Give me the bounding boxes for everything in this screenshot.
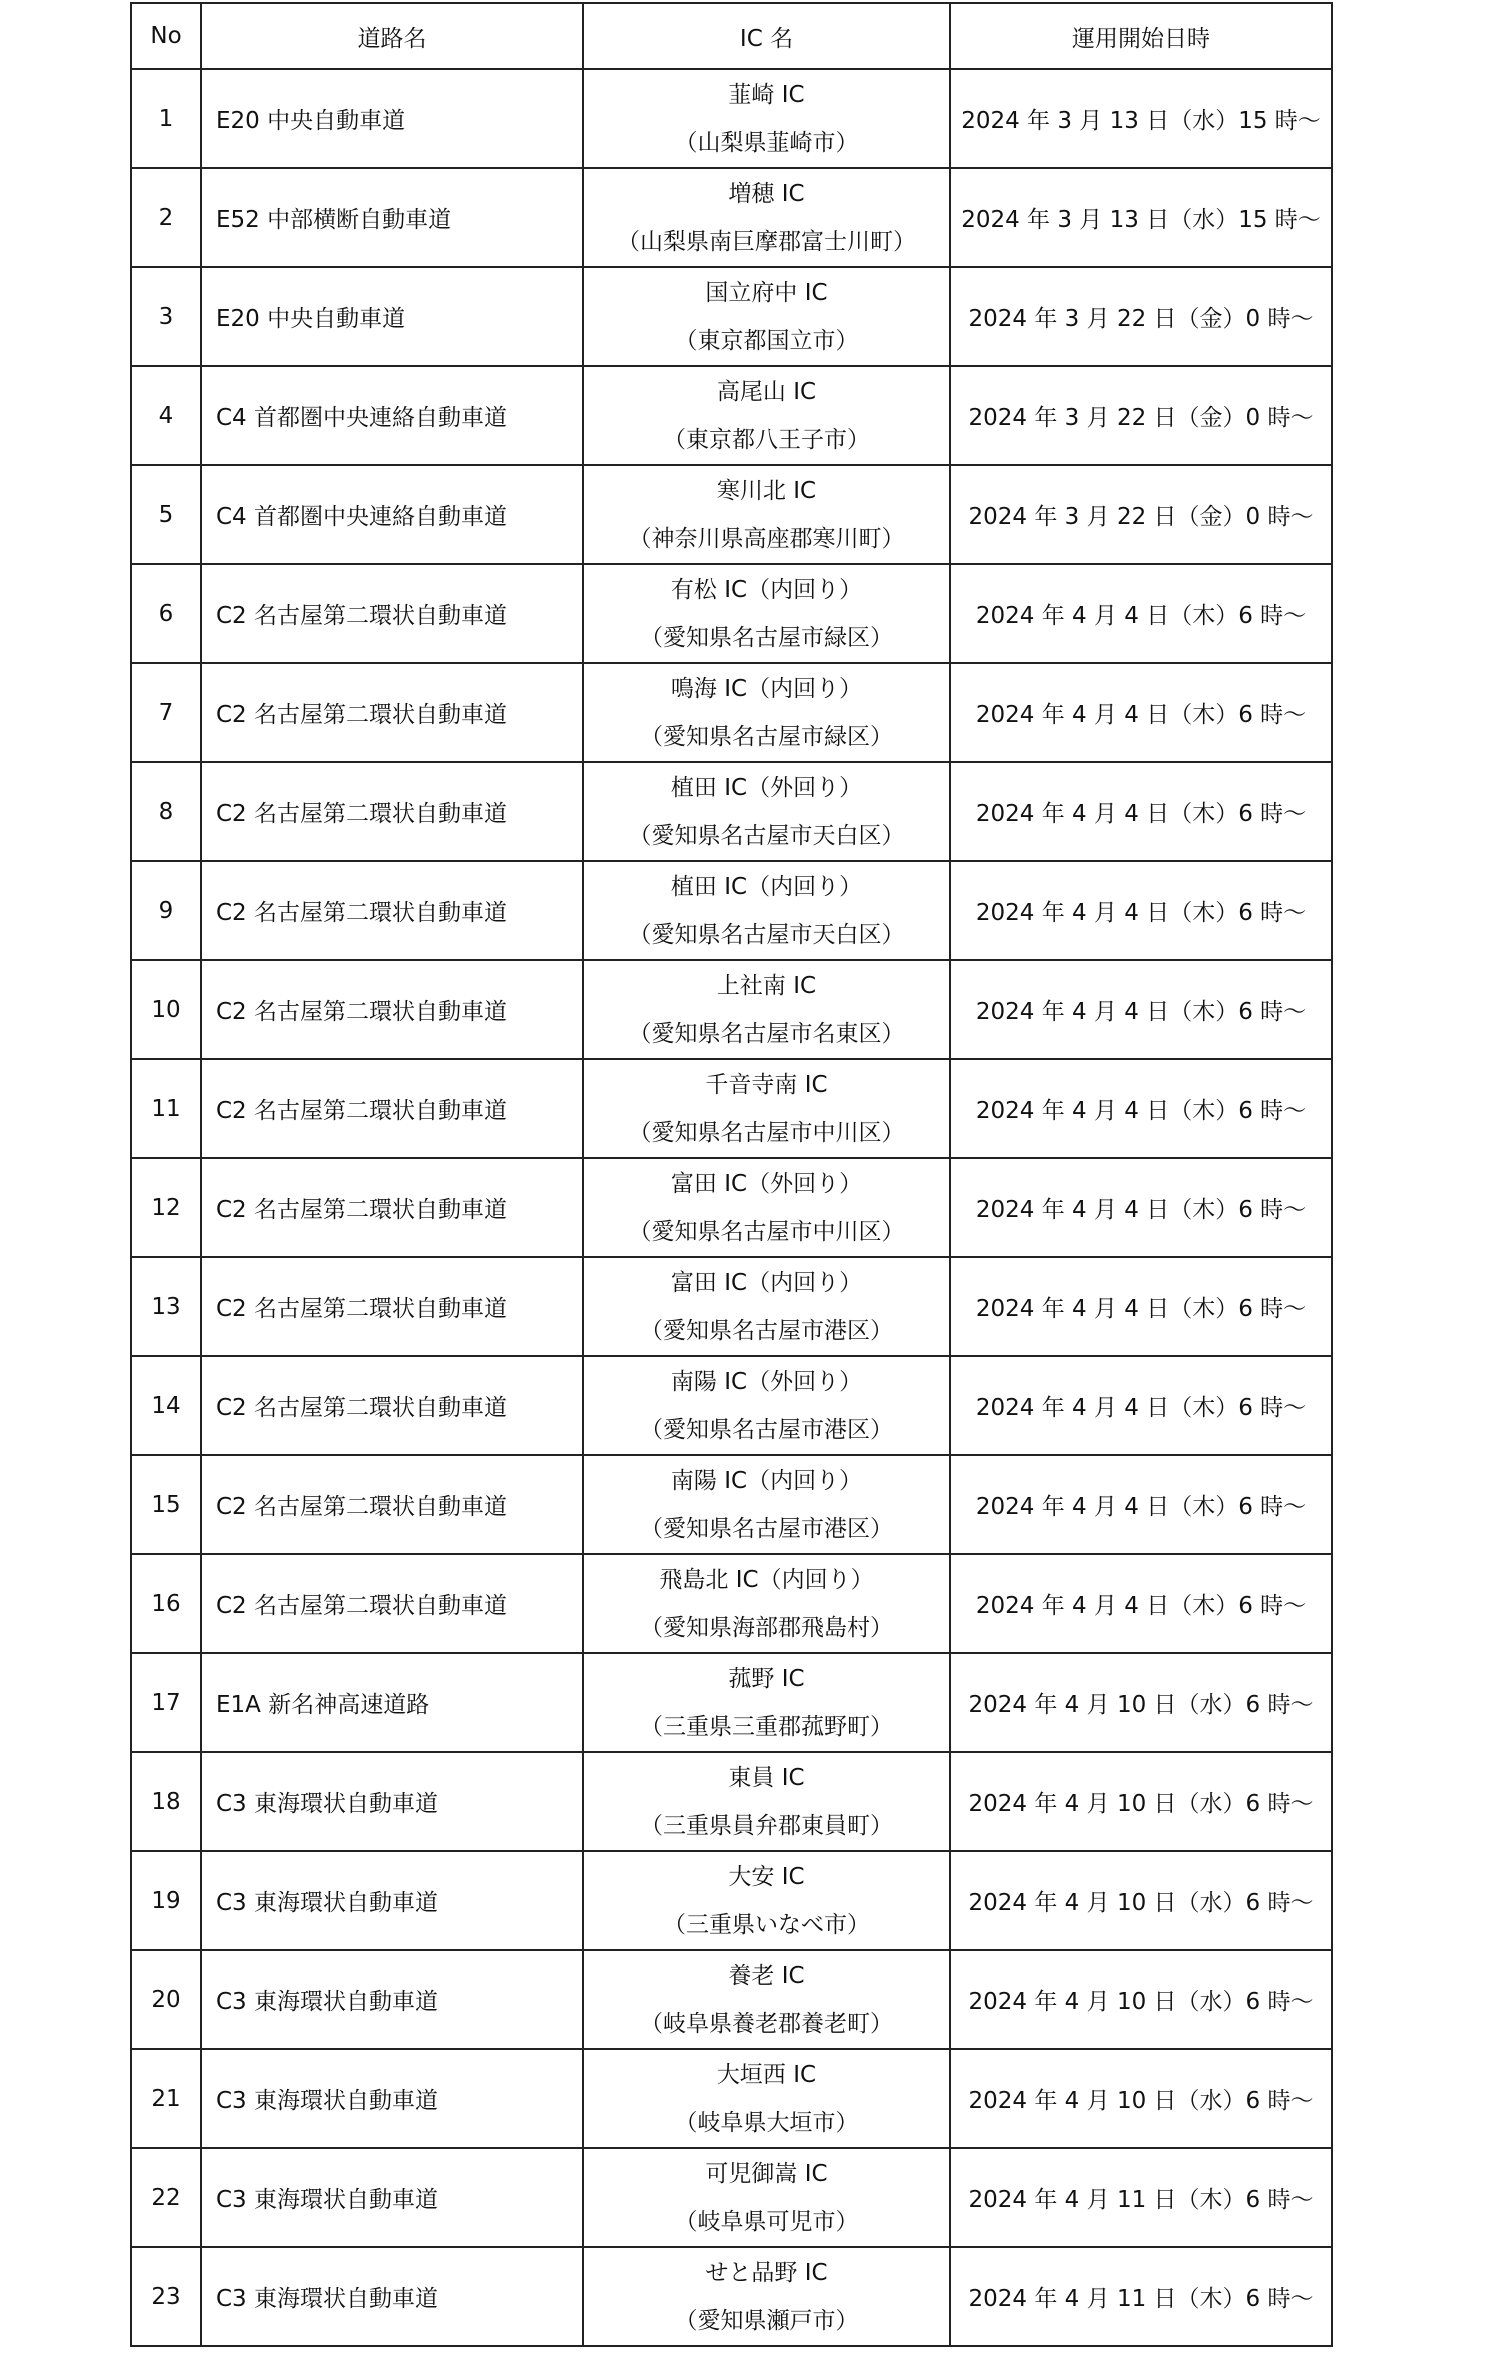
ic-location: （愛知県名古屋市港区） [640,1317,893,1344]
cell-start-datetime: 2024 年 4 月 4 日（木）6 時～ [950,663,1332,762]
cell-road-name: C2 名古屋第二環状自動車道 [201,960,583,1059]
ic-location: （愛知県名古屋市中川区） [628,1119,905,1146]
ic-name: 大垣西 IC [716,2061,817,2088]
header-ic-name: IC 名 [583,3,950,69]
cell-road-name: C2 名古屋第二環状自動車道 [201,1455,583,1554]
cell-no: 7 [131,663,201,762]
cell-ic [583,1653,950,1752]
cell-start-datetime: 2024 年 4 月 4 日（木）6 時～ [950,1059,1332,1158]
cell-road-name: C2 名古屋第二環状自動車道 [201,1257,583,1356]
cell-road-name: C2 名古屋第二環状自動車道 [201,762,583,861]
table-row [131,69,1332,168]
cell-start-datetime: 2024 年 3 月 22 日（金）0 時～ [950,465,1332,564]
table-row [131,1158,1332,1257]
cell-start-datetime: 2024 年 4 月 10 日（水）6 時～ [950,1851,1332,1950]
ic-location: （愛知県瀬戸市） [674,2307,859,2334]
cell-start-datetime: 2024 年 3 月 13 日（水）15 時～ [950,69,1332,168]
ic-location: （岐阜県養老郡養老町） [640,2010,893,2037]
table-row [131,2247,1332,2346]
ic-location: （愛知県海部郡飛島村） [640,1614,893,1641]
cell-ic [583,762,950,861]
cell-no: 18 [131,1752,201,1851]
ic-name: 大安 IC [728,1863,805,1890]
cell-start-datetime: 2024 年 4 月 4 日（木）6 時～ [950,1158,1332,1257]
cell-road-name: C2 名古屋第二環状自動車道 [201,564,583,663]
cell-road-name: C2 名古屋第二環状自動車道 [201,1059,583,1158]
cell-ic [583,69,950,168]
cell-start-datetime: 2024 年 4 月 4 日（木）6 時～ [950,1455,1332,1554]
table-row [131,2049,1332,2148]
table-row [131,1059,1332,1158]
table-row [131,168,1332,267]
ic-location: （東京都国立市） [674,327,859,354]
ic-name: 寒川北 IC [716,477,817,504]
ic-name: 千音寺南 IC [705,1071,828,1098]
cell-ic [583,861,950,960]
table-header-row [131,3,1332,69]
cell-start-datetime: 2024 年 4 月 4 日（木）6 時～ [950,1356,1332,1455]
ic-name: 富田 IC（外回り） [670,1170,863,1197]
cell-start-datetime: 2024 年 4 月 11 日（木）6 時～ [950,2148,1332,2247]
cell-start-datetime: 2024 年 4 月 11 日（木）6 時～ [950,2247,1332,2346]
cell-no: 8 [131,762,201,861]
cell-road-name: C2 名古屋第二環状自動車道 [201,663,583,762]
table-row [131,1851,1332,1950]
ic-name: 富田 IC（内回り） [670,1269,863,1296]
cell-ic [583,1851,950,1950]
ic-name: 可児御嵩 IC [705,2160,828,2187]
cell-no: 2 [131,168,201,267]
ic-location: （愛知県名古屋市天白区） [628,921,905,948]
ic-name: せと品野 IC [705,2259,828,2286]
cell-start-datetime: 2024 年 4 月 4 日（木）6 時～ [950,1257,1332,1356]
table-row [131,1356,1332,1455]
cell-ic [583,465,950,564]
table-row [131,762,1332,861]
cell-ic [583,168,950,267]
cell-no: 10 [131,960,201,1059]
ic-name: 植田 IC（内回り） [670,873,863,900]
ic-name: 上社南 IC [716,972,817,999]
cell-road-name: C4 首都圏中央連絡自動車道 [201,465,583,564]
ic-name: 高尾山 IC [716,378,817,405]
table-row [131,366,1332,465]
cell-road-name: C2 名古屋第二環状自動車道 [201,1158,583,1257]
cell-start-datetime: 2024 年 4 月 4 日（木）6 時～ [950,564,1332,663]
cell-ic [583,663,950,762]
table-row [131,1455,1332,1554]
header-start-datetime: 運用開始日時 [950,3,1332,69]
ic-location: （東京都八王子市） [663,426,870,453]
table-row [131,2148,1332,2247]
cell-ic [583,1752,950,1851]
ic-name: 増穂 IC [728,180,805,207]
cell-start-datetime: 2024 年 3 月 22 日（金）0 時～ [950,366,1332,465]
ic-name: 飛島北 IC（内回り） [659,1566,874,1593]
cell-no: 5 [131,465,201,564]
ic-name: 菰野 IC [728,1665,805,1692]
table-row [131,663,1332,762]
table-row [131,1752,1332,1851]
cell-ic [583,960,950,1059]
cell-road-name: C3 東海環状自動車道 [201,2247,583,2346]
cell-start-datetime: 2024 年 4 月 10 日（水）6 時～ [950,1752,1332,1851]
cell-start-datetime: 2024 年 4 月 10 日（水）6 時～ [950,2049,1332,2148]
cell-start-datetime: 2024 年 3 月 13 日（水）15 時～ [950,168,1332,267]
cell-road-name: C2 名古屋第二環状自動車道 [201,1554,583,1653]
cell-ic [583,1950,950,2049]
ic-name: 有松 IC（内回り） [670,576,863,603]
table-row [131,267,1332,366]
cell-start-datetime: 2024 年 4 月 4 日（木）6 時～ [950,762,1332,861]
cell-road-name: E20 中央自動車道 [201,69,583,168]
header-road-name: 道路名 [201,3,583,69]
table-row [131,564,1332,663]
ic-location: （三重県三重郡菰野町） [640,1713,893,1740]
cell-start-datetime: 2024 年 4 月 4 日（木）6 時～ [950,861,1332,960]
ic-location: （愛知県名古屋市天白区） [628,822,905,849]
ic-location: （山梨県南巨摩郡富士川町） [617,228,916,255]
ic-name: 南陽 IC（外回り） [670,1368,863,1395]
cell-no: 16 [131,1554,201,1653]
cell-no: 4 [131,366,201,465]
cell-ic [583,366,950,465]
cell-ic [583,1158,950,1257]
ic-location: （愛知県名古屋市緑区） [640,723,893,750]
cell-road-name: C3 東海環状自動車道 [201,2049,583,2148]
cell-no: 12 [131,1158,201,1257]
table-row [131,1554,1332,1653]
ic-location: （愛知県名古屋市港区） [640,1515,893,1542]
cell-ic [583,267,950,366]
ic-location: （山梨県韮崎市） [674,129,859,156]
cell-no: 23 [131,2247,201,2346]
cell-road-name: C3 東海環状自動車道 [201,1851,583,1950]
table-row [131,1653,1332,1752]
cell-start-datetime: 2024 年 4 月 10 日（水）6 時～ [950,1653,1332,1752]
cell-road-name: C4 首都圏中央連絡自動車道 [201,366,583,465]
ic-location: （愛知県名古屋市緑区） [640,624,893,651]
cell-no: 19 [131,1851,201,1950]
ic-location: （神奈川県高座郡寒川町） [628,525,905,552]
ic-name: 鳴海 IC（内回り） [670,675,863,702]
cell-no: 9 [131,861,201,960]
ic-name: 韮崎 IC [728,81,805,108]
cell-ic [583,2247,950,2346]
cell-ic [583,1455,950,1554]
cell-ic [583,1554,950,1653]
cell-no: 21 [131,2049,201,2148]
header-no: No [131,3,201,69]
cell-ic [583,1356,950,1455]
cell-road-name: C3 東海環状自動車道 [201,1950,583,2049]
table-body [131,69,1332,2346]
cell-road-name: E52 中部横断自動車道 [201,168,583,267]
table-row [131,1257,1332,1356]
cell-road-name: C2 名古屋第二環状自動車道 [201,861,583,960]
ic-location: （愛知県名古屋市名東区） [628,1020,905,1047]
ic-location: （三重県員弁郡東員町） [640,1812,893,1839]
ic-name: 国立府中 IC [705,279,828,306]
cell-no: 20 [131,1950,201,2049]
ic-location: （愛知県名古屋市港区） [640,1416,893,1443]
ic-location: （岐阜県可児市） [674,2208,859,2235]
cell-no: 14 [131,1356,201,1455]
cell-ic [583,2148,950,2247]
cell-no: 3 [131,267,201,366]
cell-ic [583,564,950,663]
cell-start-datetime: 2024 年 3 月 22 日（金）0 時～ [950,267,1332,366]
table-row [131,861,1332,960]
cell-ic [583,1257,950,1356]
cell-no: 1 [131,69,201,168]
table-row [131,960,1332,1059]
ic-location: （三重県いなべ市） [663,1911,870,1938]
cell-road-name: C2 名古屋第二環状自動車道 [201,1356,583,1455]
cell-ic [583,1059,950,1158]
table-row [131,1950,1332,2049]
cell-no: 22 [131,2148,201,2247]
cell-start-datetime: 2024 年 4 月 10 日（水）6 時～ [950,1950,1332,2049]
table-row [131,465,1332,564]
ic-name: 南陽 IC（内回り） [670,1467,863,1494]
cell-no: 13 [131,1257,201,1356]
ic-name: 東員 IC [728,1764,805,1791]
cell-road-name: E1A 新名神高速道路 [201,1653,583,1752]
ic-name: 養老 IC [728,1962,805,1989]
cell-road-name: C3 東海環状自動車道 [201,2148,583,2247]
cell-no: 15 [131,1455,201,1554]
cell-ic [583,2049,950,2148]
cell-start-datetime: 2024 年 4 月 4 日（木）6 時～ [950,1554,1332,1653]
cell-start-datetime: 2024 年 4 月 4 日（木）6 時～ [950,960,1332,1059]
cell-road-name: C3 東海環状自動車道 [201,1752,583,1851]
ic-location: （愛知県名古屋市中川区） [628,1218,905,1245]
cell-road-name: E20 中央自動車道 [201,267,583,366]
ic-schedule-table [130,2,1333,2347]
cell-no: 17 [131,1653,201,1752]
cell-no: 6 [131,564,201,663]
ic-name: 植田 IC（外回り） [670,774,863,801]
cell-no: 11 [131,1059,201,1158]
ic-location: （岐阜県大垣市） [674,2109,859,2136]
